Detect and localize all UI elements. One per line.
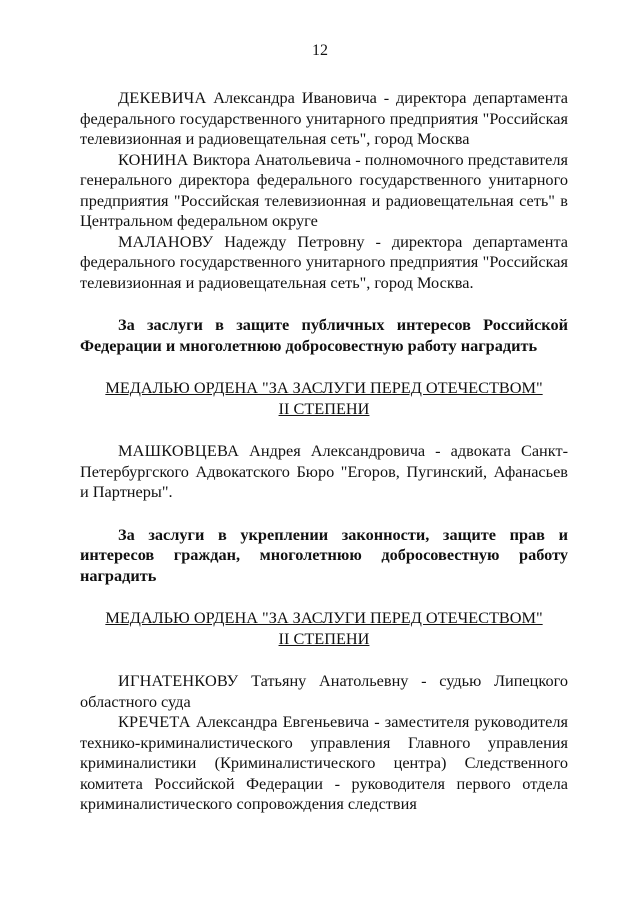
awardee-entry	[80, 88, 568, 150]
awardee-description: Александра Ивановича - директора департамента федерального государственного унитарного предприятия "Российская телевизионная и радиовещательная сеть", город Москва	[80, 88, 568, 148]
decree-statement: За заслуги в защите публичных интересов Российской Федерации и многолетнюю добросовестную работу наградить	[80, 315, 568, 355]
awardee-name: МАШКОВЦЕВА	[118, 441, 240, 460]
awardee-description: Татьяну Анатольевну - судью Липецкого областного суда	[80, 671, 568, 711]
award-title	[80, 608, 568, 649]
awardee-description: Андрея Александровича - адвоката Санкт-Петербургского Адвокатского Бюро "Егоров, Пугинский, Афанасьев и Партнеры".	[80, 441, 568, 501]
awardee-description: Надежду Петровну - директора департамента федерального государственного унитарного предприятия "Российская телевизионная и радиовещательная сеть", город Москва.	[80, 231, 568, 292]
awardee-description: Александра Евгеньевича - заместителя руководителя технико-криминалистического управления Главного управления криминалистики (Криминалистического центра) Следственного комитета Российской Федерации - руководителя первого отдела криминалистического сопровождения следствия	[80, 712, 568, 813]
page-number: 12	[312, 42, 328, 59]
awardee-entry	[80, 671, 568, 712]
award-title-line: МЕДАЛЬЮ ОРДЕНА "ЗА ЗАСЛУГИ ПЕРЕД ОТЕЧЕСТВОМ"	[105, 378, 543, 397]
awardee-name: КРЕЧЕТА	[118, 712, 191, 731]
award-degree-line: II СТЕПЕНИ	[278, 628, 370, 648]
awardee-name: КОНИНА	[118, 149, 189, 169]
awardee-entry	[80, 441, 568, 503]
award-title-line: МЕДАЛЬЮ ОРДЕНА "ЗА ЗАСЛУГИ ПЕРЕД ОТЕЧЕСТВОМ"	[105, 608, 543, 627]
award-degree-line: II СТЕПЕНИ	[278, 398, 370, 418]
awardee-name: МАЛАНОВУ	[118, 231, 214, 251]
awardee-entry	[80, 150, 568, 232]
decree-statement: За заслуги в укреплении законности, защите прав и интересов граждан, многолетнюю добросовестную работу наградить	[80, 524, 568, 585]
award-title	[80, 378, 568, 419]
awardee-name: ДЕКЕВИЧА	[118, 88, 207, 107]
awardee-entry	[80, 232, 568, 294]
document-body	[80, 88, 568, 815]
awardee-description: Виктора Анатольевича - полномочного представителя генерального директора федерального государственного унитарного предприятия "Российская телевизионная и радиовещательная сеть" в Центральном федеральном округе	[80, 149, 568, 230]
awardee-name: ИГНАТЕНКОВУ	[118, 671, 239, 690]
awardee-entry	[80, 712, 568, 815]
